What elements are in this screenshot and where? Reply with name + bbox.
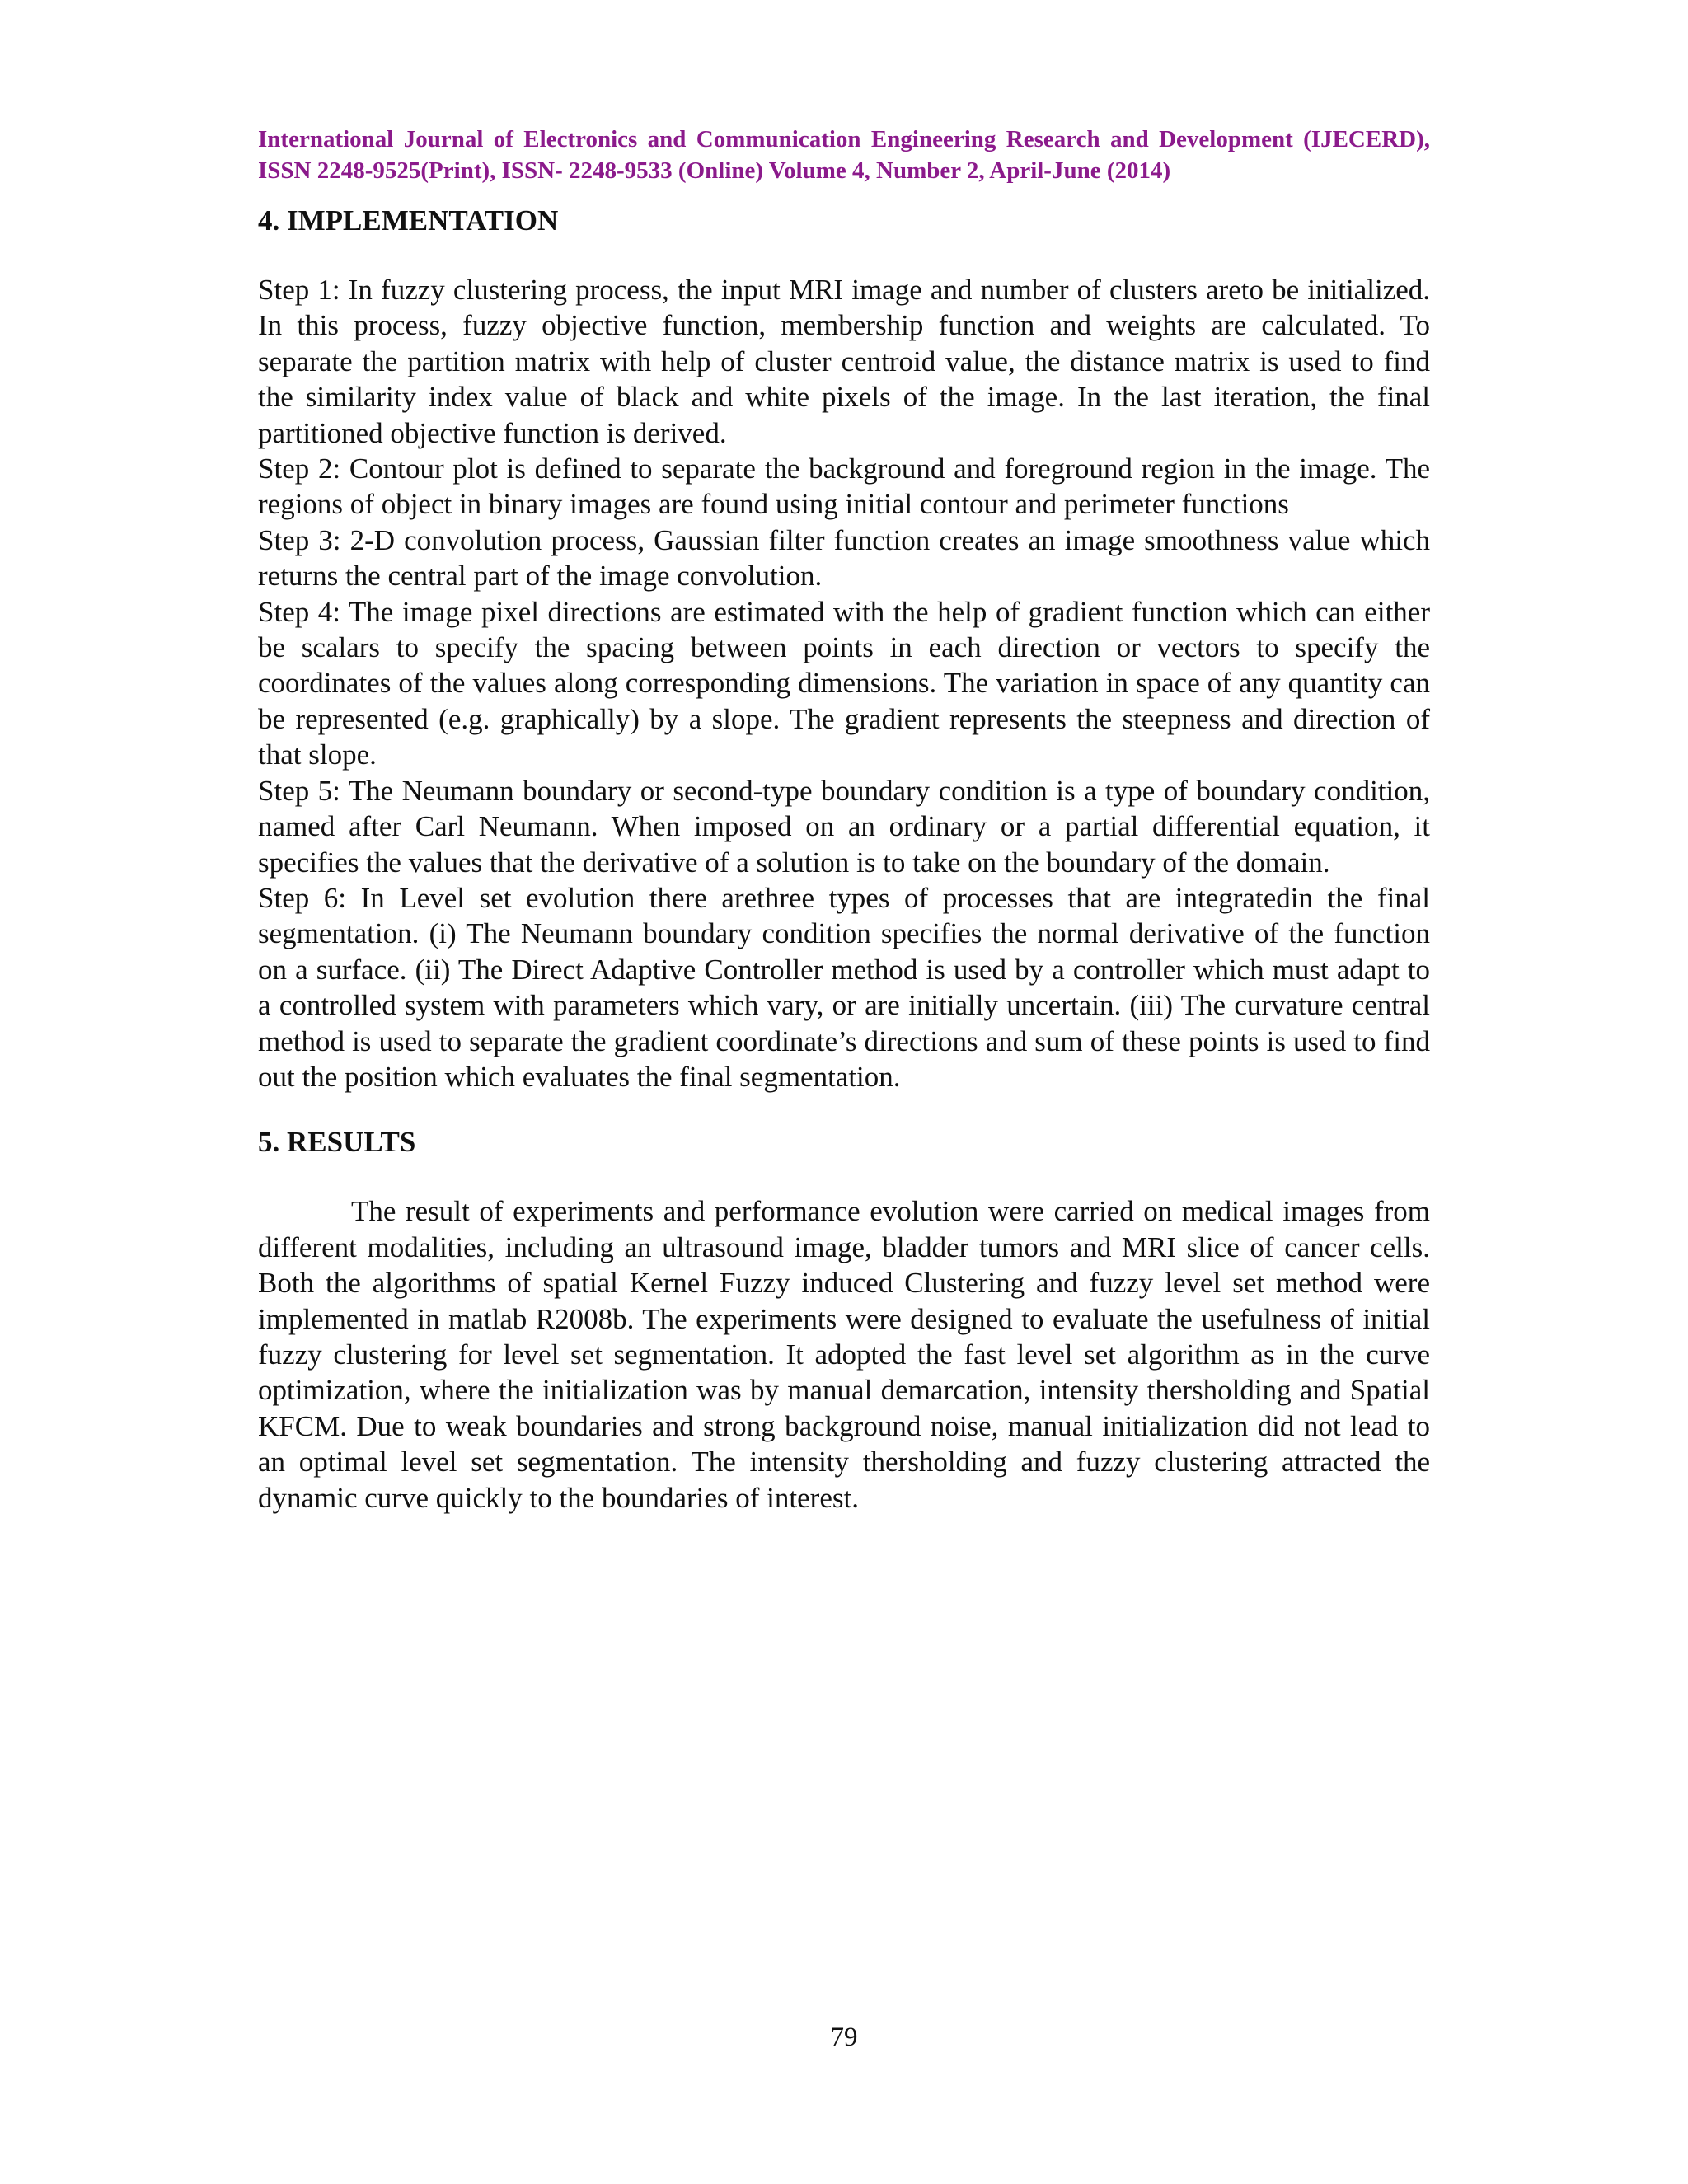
step-6-paragraph: Step 6: In Level set evolution there arethree types of processes that are integratedin the final segmentation. (i) The Neumann boundary condition specifies the normal derivative of the function on a surface. (ii) The Direct Adaptive Controller method is used by a controller which must adapt to a controlled system with parameters which vary, or are initially uncertain. (iii) The curvature central method is used to separate the gradient coordinate’s directions and sum of these points is used to find out the position which evaluates the final segmentation. bbox=[258, 881, 1430, 1093]
step-4-paragraph: Step 4: The image pixel directions are estimated with the help of gradient function which can either be scalars to specify the spacing between points in each direction or vectors to specify the coordinates of the values along corresponding dimensions. The variation in space of any quantity can be represented (e.g. graphically) by a slope. The gradient represents the steepness and direction of that slope. bbox=[258, 595, 1430, 771]
step-3-paragraph: Step 3: 2-D convolution process, Gaussian filter function creates an image smoothness value which returns the central part of the image convolution. bbox=[258, 523, 1430, 593]
section-heading-results: 5. RESULTS bbox=[258, 1126, 416, 1159]
step-5-paragraph: Step 5: The Neumann boundary or second-type boundary condition is a type of boundary condition, named after Carl Neumann. When imposed on an ordinary or a partial differential equation, it specifies the values that the derivative of a solution is to take on the boundary of the domain. bbox=[258, 774, 1430, 879]
step-2-paragraph: Step 2: Contour plot is defined to separate the background and foreground region in the image. The regions of object in binary images are found using initial contour and perimeter functions bbox=[258, 452, 1430, 521]
implementation-steps bbox=[258, 272, 1430, 1094]
paper-page bbox=[258, 124, 1430, 1516]
results-paragraph: The result of experiments and performance evolution were carried on medical images from different modalities, including an ultrasound image, bladder tumors and MRI slice of cancer cells. Both the algorithms of spatial Kernel Fuzzy induced Clustering and fuzzy level set method were implemented in matlab R2008b. The experiments were designed to evaluate the usefulness of initial fuzzy clustering for level set segmentation. It adopted the fast level set algorithm as in the curve optimization, where the initialization was by manual demarcation, intensity thersholding and Spatial KFCM. Due to weak boundaries and strong background noise, manual initialization did not lead to an optimal level set segmentation. The intensity thersholding and fuzzy clustering attracted the dynamic curve quickly to the boundaries of interest. bbox=[258, 1195, 1430, 1514]
page-number: 79 bbox=[830, 2022, 858, 2052]
journal-header: International Journal of Electronics and Communication Engineering Research and Development (IJECERD), ISSN 2248-9525(Print), ISSN- 2248-9533 (Online) Volume 4, Number 2, April-June (2014) bbox=[258, 126, 1430, 184]
step-1-paragraph: Step 1: In fuzzy clustering process, the input MRI image and number of clusters areto be initialized. In this process, fuzzy objective function, membership function and weights are calculated. To separate the partition matrix with help of cluster centroid value, the distance matrix is used to find the similarity index value of black and white pixels of the image. In the last iteration, the final partitioned objective function is derived. bbox=[258, 274, 1430, 449]
section-heading-implementation: 4. IMPLEMENTATION bbox=[258, 204, 559, 237]
